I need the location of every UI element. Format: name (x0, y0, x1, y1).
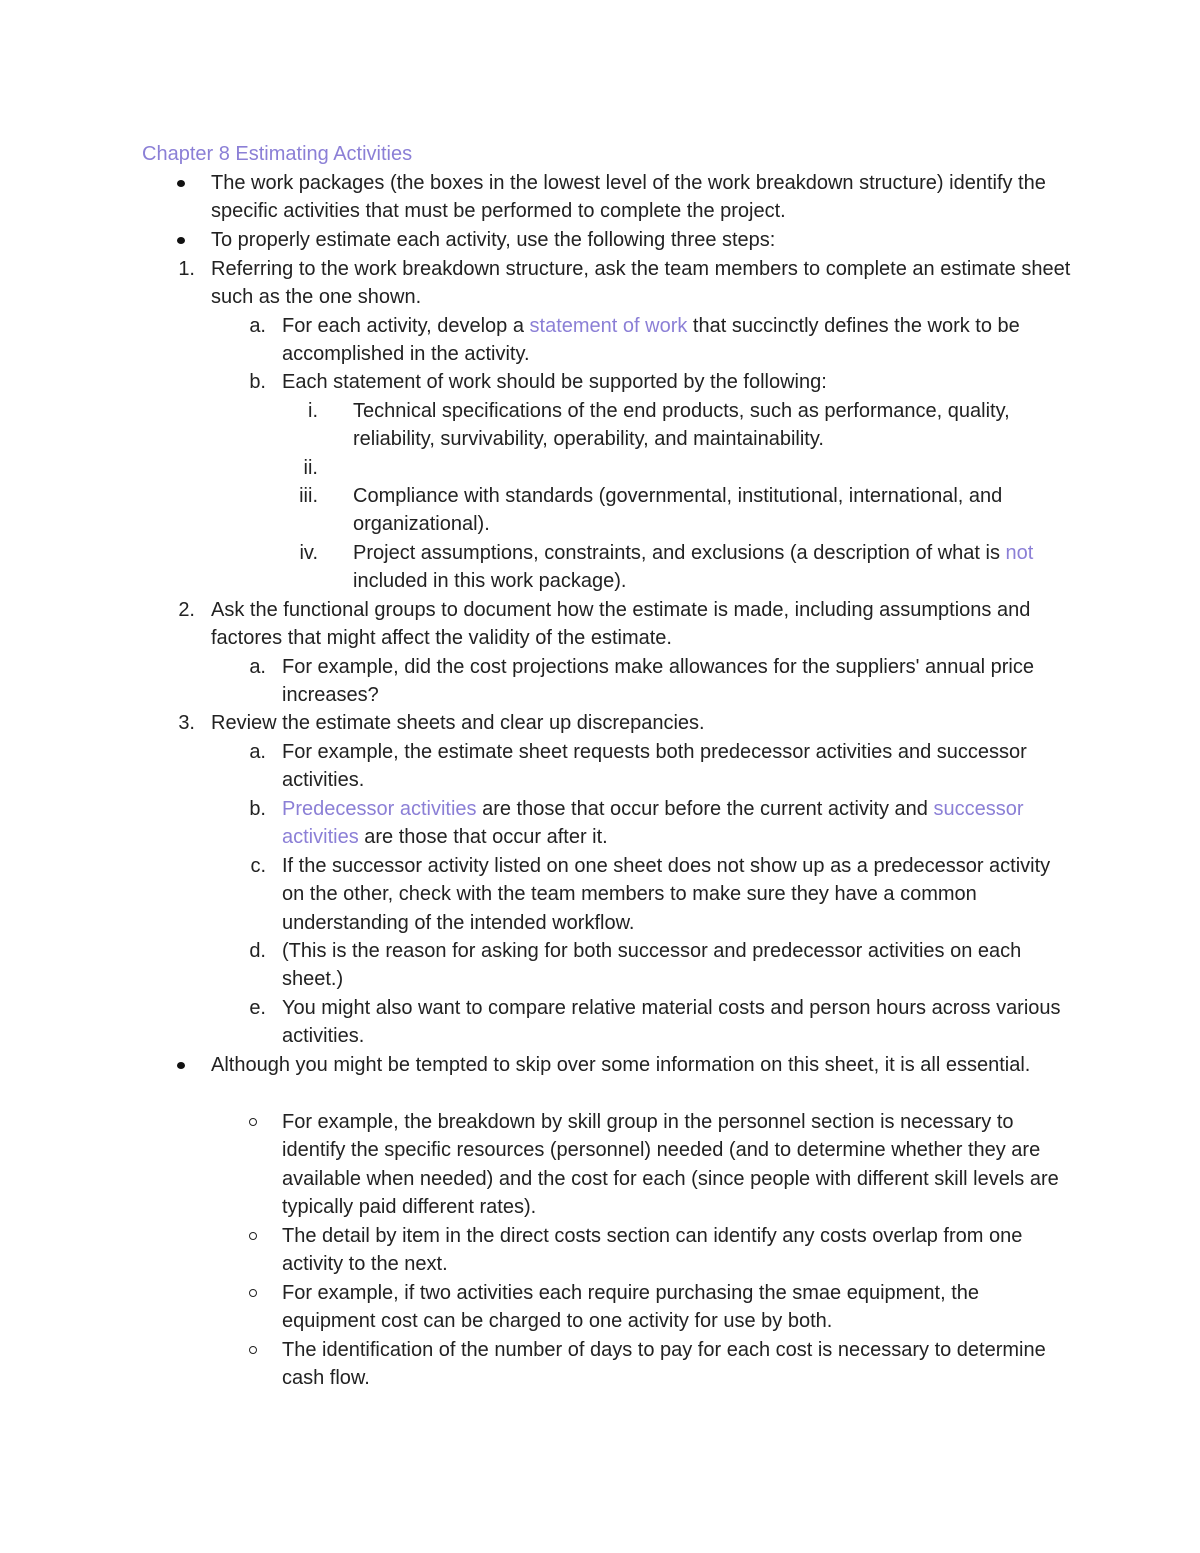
bullet-essential: Although you might be tempted to skip over some information on this sheet, it is all essential. (211, 1054, 1031, 1076)
term-statement-of-work: statement of work (529, 315, 688, 337)
step-number: 1. (178, 258, 195, 280)
hollow-bullet-icon (249, 1289, 257, 1297)
roman-numeral: ii. (303, 457, 318, 479)
step-3-e-text: You might also want to compare relative material costs and person hours across various activities. (282, 997, 1061, 1048)
step-3-d-text: (This is the reason for asking for both successor and predecessor activities on each sheet.) (282, 940, 1022, 991)
sub-bullet-direct-costs: The detail by item in the direct costs section can identify any costs overlap from one activity to the next. (282, 1225, 1023, 1276)
step-1-b-text: Each statement of work should be supported by the following: (282, 371, 827, 393)
term-not: not (1005, 542, 1034, 564)
chapter-title: Chapter 8 Estimating Activities (142, 143, 413, 165)
step-3-a-text: For example, the estimate sheet requests both predecessor activities and successor activities. (282, 741, 1027, 792)
term-predecessor-activities: Predecessor activities (282, 798, 477, 820)
roman-numeral: i. (308, 400, 318, 422)
sub-letter: a. (249, 741, 266, 763)
sub-letter: e. (249, 997, 266, 1019)
sub-letter: c. (250, 855, 266, 877)
step-3-text: Review the estimate sheets and clear up discrepancies. (211, 712, 705, 734)
hollow-bullet-icon (249, 1232, 257, 1240)
step-2-text: Ask the functional groups to document how the estimate is made, including assumptions and factores that might affect the validity of the estimate. (211, 599, 1031, 650)
bullet-icon (177, 180, 185, 187)
bullet-three-steps: To properly estimate each activity, use the following three steps: (211, 229, 776, 251)
sub-bullet-equipment: For example, if two activities each require purchasing the smae equipment, the equipment cost can be charged to one activity for use by both. (282, 1282, 980, 1333)
sub-letter: b. (249, 798, 266, 820)
hollow-bullet-icon (249, 1346, 257, 1354)
step-1-text: Referring to the work breakdown structure, ask the team members to complete an estimate sheet such as the one shown. (211, 258, 1071, 309)
step-1-b-iii-text: Compliance with standards (governmental, institutional, international, and organizational). (353, 485, 1003, 536)
roman-numeral: iv. (299, 542, 318, 564)
roman-numeral: iii. (299, 485, 318, 507)
bullet-icon (177, 237, 185, 244)
bullet-work-packages: The work packages (the boxes in the lowest level of the work breakdown structure) identify the specific activities that must be performed to complete the project. (211, 172, 1046, 223)
step-number: 2. (178, 599, 195, 621)
sub-letter: d. (249, 940, 266, 962)
hollow-bullet-icon (249, 1118, 257, 1126)
step-1-b-iv-text: Project assumptions, constraints, and exclusions (a description of what is not included in this work package). (353, 542, 1034, 593)
sub-bullet-skill-group: For example, the breakdown by skill group in the personnel section is necessary to identify the specific resources (personnel) needed (and to determine whether they are available when needed) and the cost for each (since people with different skill levels are typically paid different rates). (282, 1111, 1059, 1219)
step-number: 3. (178, 712, 195, 734)
step-3-c-text: If the successor activity listed on one sheet does not show up as a predecessor activity on the other, check with the team members to make sure they have a common understanding of the intended workflow. (282, 855, 1051, 934)
sub-letter: a. (249, 656, 266, 678)
bullet-icon (177, 1062, 185, 1069)
sub-bullet-cash-flow: The identification of the number of days to pay for each cost is necessary to determine cash flow. (282, 1339, 1046, 1390)
step-1-a-text: For each activity, develop a statement of work that succinctly defines the work to be accomplished in the activity. (282, 315, 1020, 366)
term-successor-activities: successor activities (282, 798, 1024, 849)
step-2-a-text: For example, did the cost projections make allowances for the suppliers' annual price increases? (282, 656, 1034, 707)
step-1-b-i-text: Technical specifications of the end products, such as performance, quality, reliability, survivability, operability, and maintainability. (353, 400, 1010, 451)
step-3-b-text: Predecessor activities are those that occur before the current activity and successor activities are those that occur after it. (282, 798, 1024, 849)
sub-letter: a. (249, 315, 266, 337)
sub-letter: b. (249, 371, 266, 393)
